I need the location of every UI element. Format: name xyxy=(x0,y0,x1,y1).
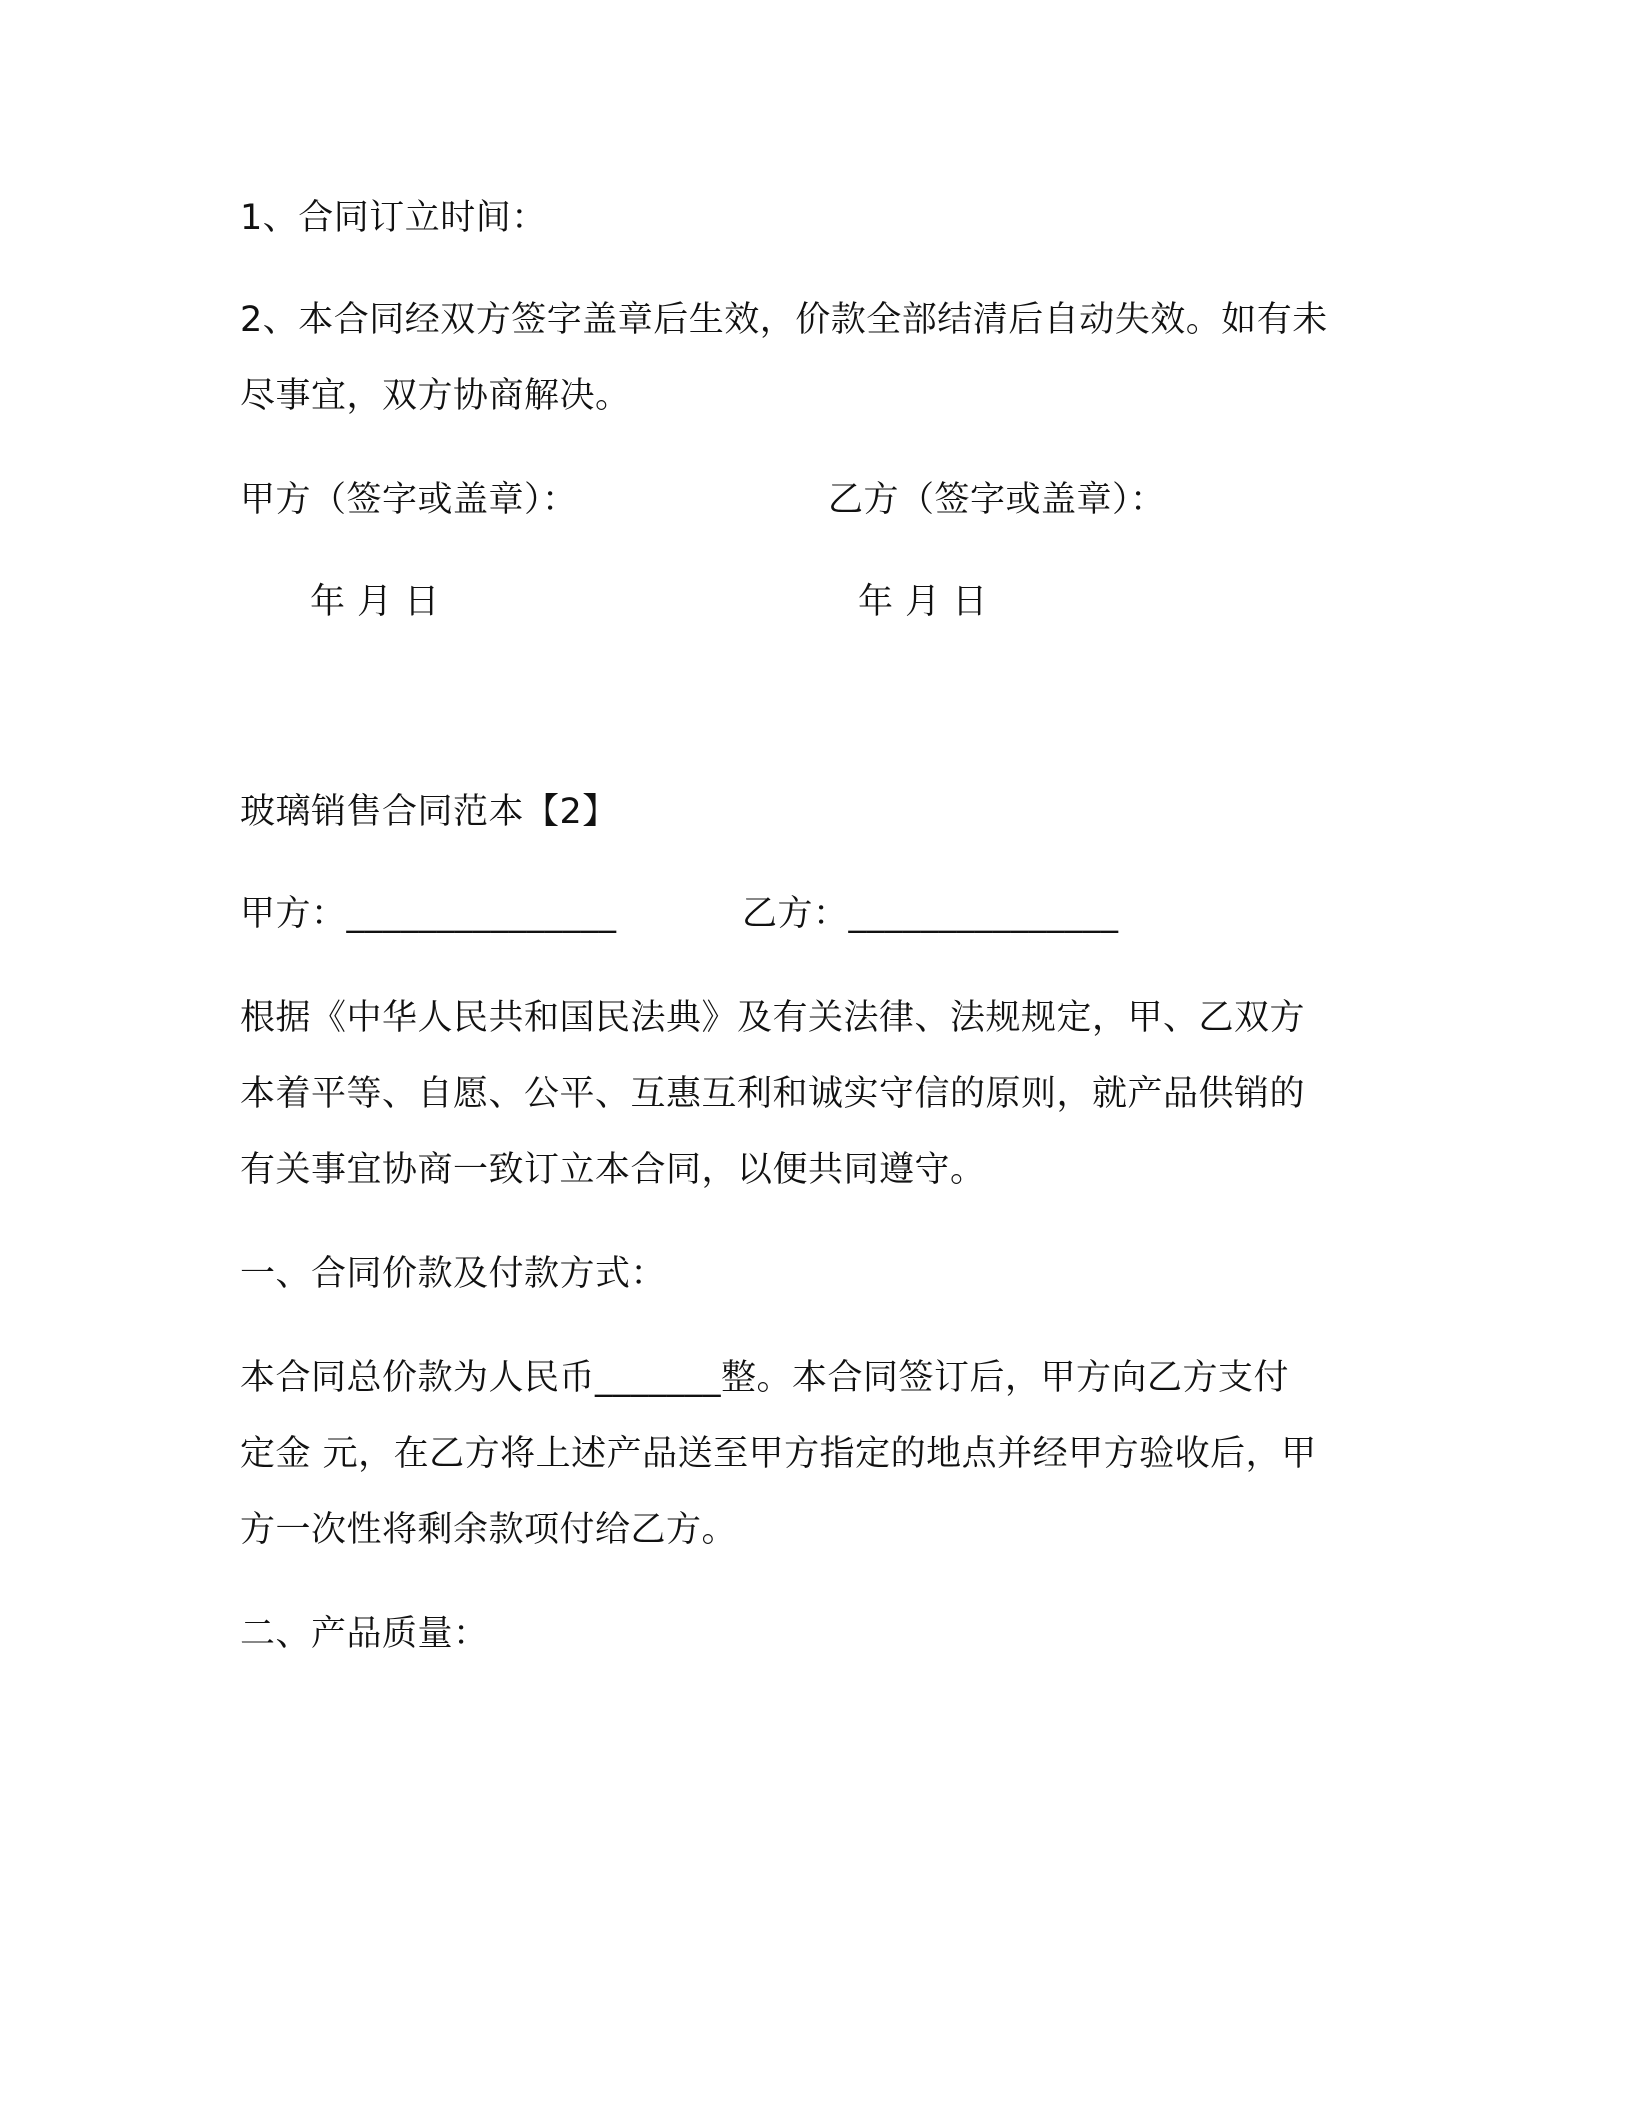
intro-line-3: 有关事宜协商一致订立本合同，以便共同遵守。 xyxy=(240,1150,986,1190)
clause-contract-time: 1、合同订立时间： xyxy=(240,198,547,238)
section-1-line-1: 本合同总价款为人民币_______整。本合同签订后，甲方向乙方支付 xyxy=(240,1358,1290,1398)
signature-date-a: 年 月 日 xyxy=(310,582,440,622)
signature-date-b: 年 月 日 xyxy=(858,582,988,622)
intro-line-1: 根据《中华人民共和国民法典》及有关法律、法规规定，甲、乙双方 xyxy=(240,998,1306,1038)
section-1-heading: 一、合同价款及付款方式： xyxy=(240,1254,667,1294)
section-2-heading: 二、产品质量： xyxy=(240,1614,489,1654)
clause-effect-line-2: 尽事宜，双方协商解决。 xyxy=(240,376,631,416)
section-1-line-2: 定金 元，在乙方将上述产品送至甲方指定的地点并经甲方验收后，甲 xyxy=(240,1434,1317,1474)
contract-title-2: 玻璃销售合同范本【2】 xyxy=(240,792,618,832)
intro-line-2: 本着平等、自愿、公平、互惠互利和诚实守信的原则，就产品供销的 xyxy=(240,1074,1306,1114)
party-a-field: 甲方：_______________ xyxy=(240,894,617,934)
clause-effect-line-1: 2、本合同经双方签字盖章后生效，价款全部结清后自动失效。如有未 xyxy=(240,300,1328,340)
section-1-line-3: 方一次性将剩余款项付给乙方。 xyxy=(240,1510,738,1550)
party-b-field: 乙方：_______________ xyxy=(742,894,1119,934)
signature-party-b: 乙方（签字或盖章）： xyxy=(828,480,1166,520)
signature-party-a: 甲方（签字或盖章）： xyxy=(240,480,578,520)
